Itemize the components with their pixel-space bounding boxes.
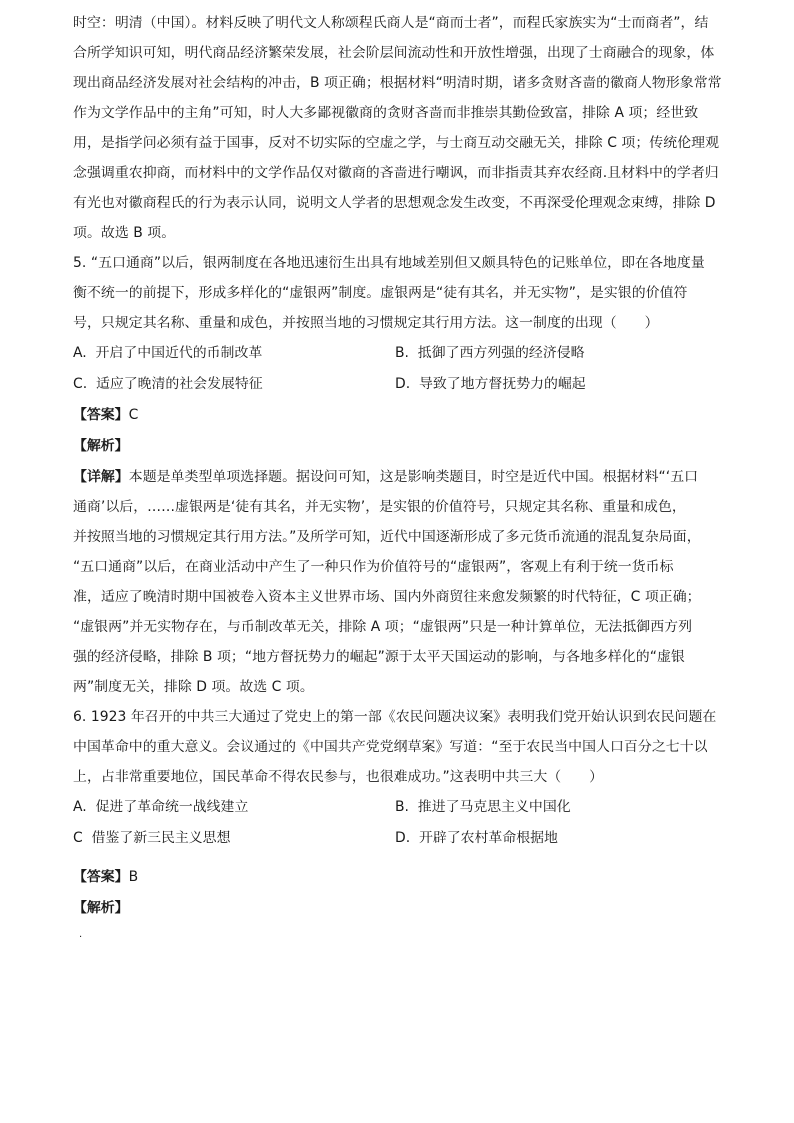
stray-dot-mark: · bbox=[79, 932, 83, 943]
text-line: 作为文学作品中的主角”可知，时人大多鄙视徽商的贪财吝啬而非推崇其勤俭致富，排除 A 项；经世致 bbox=[73, 105, 699, 121]
option-b bbox=[395, 338, 585, 369]
question-6-options-row-1 bbox=[73, 792, 723, 823]
text-line: 号，只规定其名称、重量和成色，并按照当地的习惯规定其行用方法。这一制度的出现（ ） bbox=[73, 315, 659, 331]
option-label: D. bbox=[395, 376, 411, 392]
prev-explanation bbox=[73, 8, 723, 248]
text-line: 合所学知识可知，明代商品经济繁荣发展，社会阶层间流动性和开放性增强，出现了士商融合的现象，体 bbox=[73, 45, 715, 61]
option-label: B. bbox=[395, 799, 409, 815]
text-line: 现出商品经济发展对社会结构的冲击，B 项正确；根据材料“明清时期，诸多贪财吝啬的徽商人物形象常常 bbox=[73, 75, 722, 91]
answer-value: B bbox=[128, 869, 139, 885]
text-line: “虚银两”并无实物存在，与币制改革无关，排除 A 项；“虚银两”只是一种计算单位，无法抵御西方列 bbox=[73, 619, 693, 635]
option-text: 导致了地方督抚势力的崛起 bbox=[418, 376, 586, 392]
question-5-analysis-heading bbox=[73, 431, 723, 462]
question-5-detail bbox=[73, 462, 723, 702]
option-text: 借鉴了新三民主义思想 bbox=[91, 830, 231, 846]
option-c bbox=[73, 823, 230, 854]
option-label: A. bbox=[73, 345, 87, 361]
text-line: “五口通商”以后，在商业活动中产生了一种只作为价值符号的“虚银两”，客观上有利于统一货币标 bbox=[73, 559, 674, 575]
text-line: 中国革命中的重大意义。会议通过的《中国共产党党纲草案》写道：“至于农民当中国人口百分之七十以 bbox=[73, 739, 708, 755]
text-line: 并按照当地的习惯规定其行用方法。”及所学可知，近代中国逐渐形成了多元货币流通的混乱复杂局面， bbox=[73, 529, 701, 545]
text-line: 强的经济侵略，排除 B 项；“地方督抚势力的崛起”源于太平天国运动的影响，与各地多样化的“虚银 bbox=[73, 649, 685, 665]
option-d bbox=[395, 823, 558, 854]
document-content bbox=[73, 8, 723, 924]
text-line: 上，占非常重要地位，国民革命不得农民参与，也很难成功。”这表明中共三大（ ） bbox=[73, 769, 604, 785]
text-line: 准，适应了晚清时期中国被卷入资本主义世界市场、国内外商贸往来愈发频繁的时代特征，C 项正确； bbox=[73, 589, 701, 605]
question-5-answer bbox=[73, 400, 723, 431]
question-5-options-row-2 bbox=[73, 369, 723, 400]
text-line: 项。故选 B 项。 bbox=[73, 225, 176, 241]
option-text: 适应了晚清的社会发展特征 bbox=[95, 376, 263, 392]
question-6-options-row-2 bbox=[73, 823, 723, 854]
option-label: C. bbox=[73, 376, 88, 392]
analysis-tag: 【解析】 bbox=[73, 900, 129, 916]
answer-value: C bbox=[128, 407, 139, 423]
answer-tag: 【答案】 bbox=[73, 407, 129, 423]
question-5-options-row-1 bbox=[73, 338, 723, 369]
text-line: 时空：明清（中国）。材料反映了明代文人称颂程氏商人是“商而士者”，而程氏家族实为“士而商者”，结 bbox=[73, 15, 709, 31]
text-line: 衡不统一的前提下，形成多样化的“虚银两”制度。虚银两是“徒有其名，并无实物”，是实银的价值符 bbox=[73, 285, 688, 301]
text-line: 通商’以后，……虚银两是‘徒有其名，并无实物’，是实银的价值符号，只规定其名称、重量和成色， bbox=[73, 499, 686, 515]
option-label: D. bbox=[395, 830, 411, 846]
analysis-tag: 【解析】 bbox=[73, 438, 129, 454]
option-text: 开启了中国近代的币制改革 bbox=[95, 345, 263, 361]
question-6-stem bbox=[73, 702, 723, 792]
option-b bbox=[395, 792, 571, 823]
text-line: 用，是指学问必须有益于国事，反对不切实际的空虚之学，与士商互动交融无关，排除 C 项；传统伦理观 bbox=[73, 135, 720, 151]
detail-tag: 【详解】 bbox=[73, 469, 129, 485]
option-text: 开辟了农村革命根据地 bbox=[418, 830, 558, 846]
detail-text: 本题是单类型单项选择题。据设问可知，这是影响类题目，时空是近代中国。根据材料“‘五口 bbox=[128, 469, 699, 485]
option-a bbox=[73, 338, 262, 369]
question-5-stem bbox=[73, 248, 723, 338]
option-d bbox=[395, 369, 586, 400]
text-line: 有光也对徽商程氏的行为表示认同，说明文人学者的思想观念发生改变，不再深受伦理观念束缚，排除 D bbox=[73, 195, 716, 211]
question-6-answer bbox=[73, 862, 723, 893]
option-a bbox=[73, 792, 248, 823]
option-c bbox=[73, 369, 263, 400]
text-line: 念强调重农抑商，而材料中的文学作品仅对徽商的吝啬进行嘲讽，而非指责其弃农经商.且材料中的学者归 bbox=[73, 165, 719, 181]
text-line: 5. “五口通商”以后，银两制度在各地迅速衍生出具有地域差别但又颇具特色的记账单位，即在各地度量 bbox=[73, 255, 705, 271]
option-text: 推进了马克思主义中国化 bbox=[417, 799, 571, 815]
option-label: C bbox=[73, 830, 83, 846]
text-line: 两”制度无关，排除 D 项。故选 C 项。 bbox=[73, 679, 314, 695]
option-label: B. bbox=[395, 345, 409, 361]
text-line bbox=[73, 462, 723, 492]
question-6-analysis-heading bbox=[73, 893, 723, 924]
option-text: 抵御了西方列强的经济侵略 bbox=[417, 345, 585, 361]
option-label: A. bbox=[73, 799, 87, 815]
option-text: 促进了革命统一战线建立 bbox=[95, 799, 249, 815]
text-line: 6. 1923 年召开的中共三大通过了党史上的第一部《农民问题决议案》表明我们党开始认识到农民问题在 bbox=[73, 709, 717, 725]
answer-tag: 【答案】 bbox=[73, 869, 129, 885]
